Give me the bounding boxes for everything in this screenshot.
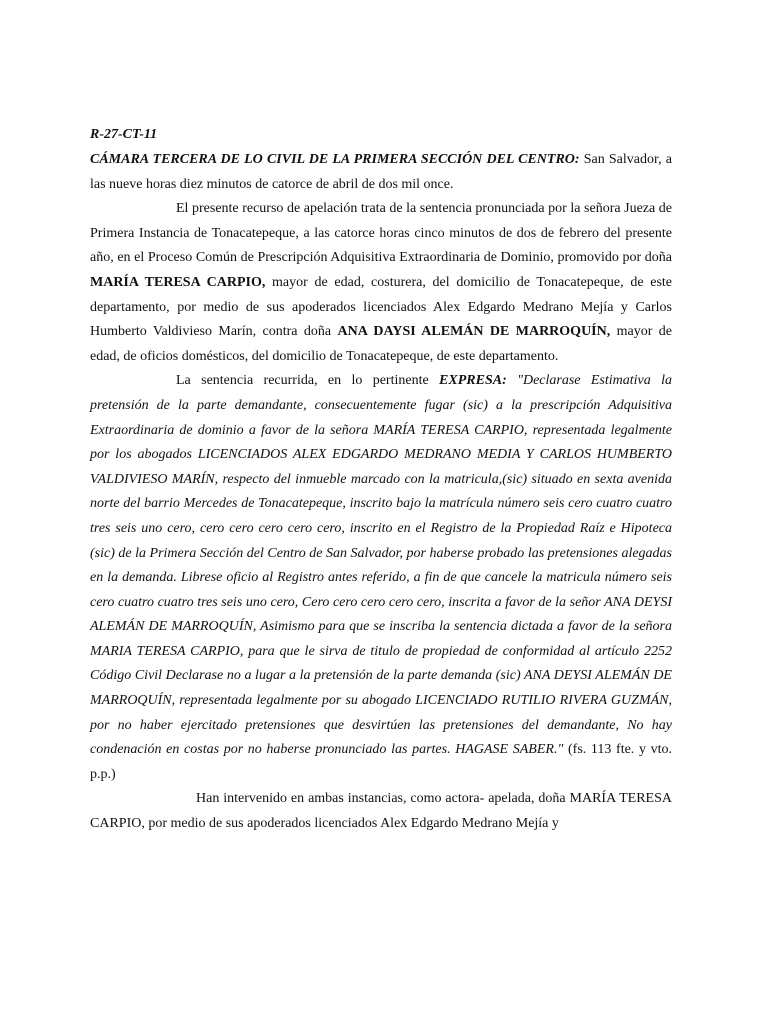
paragraph-2 <box>90 369 672 787</box>
expresa-label: EXPRESA: <box>439 373 507 389</box>
para1-text-3: mayor de edad, de oficios domésticos, del domicilio de Tonacatepeque, de este departamento. <box>90 324 673 364</box>
paragraph-1 <box>90 197 672 369</box>
folio-citation: (fs. 113 fte. y vto. p.p.) <box>90 742 672 782</box>
document-page <box>90 122 672 837</box>
case-reference: R-27-CT-11 <box>90 127 158 142</box>
header-paragraph <box>90 148 672 197</box>
paragraph-3 <box>90 787 672 836</box>
party-name-1: MARÍA TERESA CARPIO, <box>90 274 266 290</box>
party-name-2: ANA DAYSI ALEMÁN DE MARROQUÍN, <box>337 324 611 340</box>
para3-text: Han intervenido en ambas instancias, como actora- apelada, doña MARÍA TERESA CARPIO, por medio de sus apoderados licenciados Alex Edgardo Medrano Mejía y <box>90 791 672 832</box>
para1-text-2: mayor de edad, costurera, del domicilio de Tonacatepeque, de este departamento, por medio de sus apoderados licenciados Alex Edgardo Medrano Mejía y Carlos Humberto Valdivieso Marín, contra doña <box>90 274 672 340</box>
para2-text-1: La sentencia recurrida, en lo pertinente <box>176 373 440 389</box>
sentence-quote: "Declarase Estimativa la pretensión de la parte demandante, consecuentemente fugar (sic) a la prescripción Adquisitiva Extraordinaria de dominio a favor de la señora MARÍA TERESA CARPIO, representada legalmente por los abogados LICENCIADOS ALEX EDGARDO MEDRANO MEDIA Y CARLOS HUMBERTO VALDIVIESO MARÍN, respecto del inmueble marcado con la matricula,(sic) situado en sexta avenida norte del barrio Mercedes de Tonacatepeque, inscrito bajo la matrícula número seis cero cuatro cuatro tres seis uno cero, cero cero cero cero cero, inscrito en el Registro de la Propiedad Raíz e Hipoteca (sic) de la Primera Sección del Centro de San Salvador, por haberse probado las pretensiones alegadas en la demanda. Librese oficio al Registro antes referido, a fin de que cancele la matricula número seis cero cuatro cuatro tres seis uno cero, Cero cero cero cero cero, inscrita a favor de la señor ANA DEYSI ALEMÁN DE MARROQUÍN, Asimismo para que se inscriba la sentencia dictada a favor de la señora MARIA TERESA CARPIO, para que le sirva de titulo de propiedad de conformidad al artículo 2252 Código Civil Declarase no a lugar a la pretensión de la parte demanda (sic) ANA DEYSI ALEMÁN DE MARROQUÍN, representada legalmente por su abogado LICENCIADO RUTILIO RIVERA GUZMÁN, por no haber ejercitado pretensiones que desvirtúen las pretensiones del demandante, No hay condenación en costas por no haberse pronunciado las partes. HAGASE SABER." <box>90 373 672 758</box>
para1-text-1: El presente recurso de apelación trata de la sentencia pronunciada por la señora Jueza de Primera Instancia de Tonacatepeque, a las catorce horas cinco minutos de dos de febrero del presente año, en el Proceso Común de Prescripción Adquisitiva Extraordinaria de Dominio, promovido por doña <box>90 201 672 266</box>
court-name: CÁMARA TERCERA DE LO CIVIL DE LA PRIMERA SECCIÓN DEL CENTRO: <box>90 152 580 167</box>
place-date: San Salvador, a las nueve horas diez minutos de catorce de abril de dos mil once. <box>90 152 672 192</box>
